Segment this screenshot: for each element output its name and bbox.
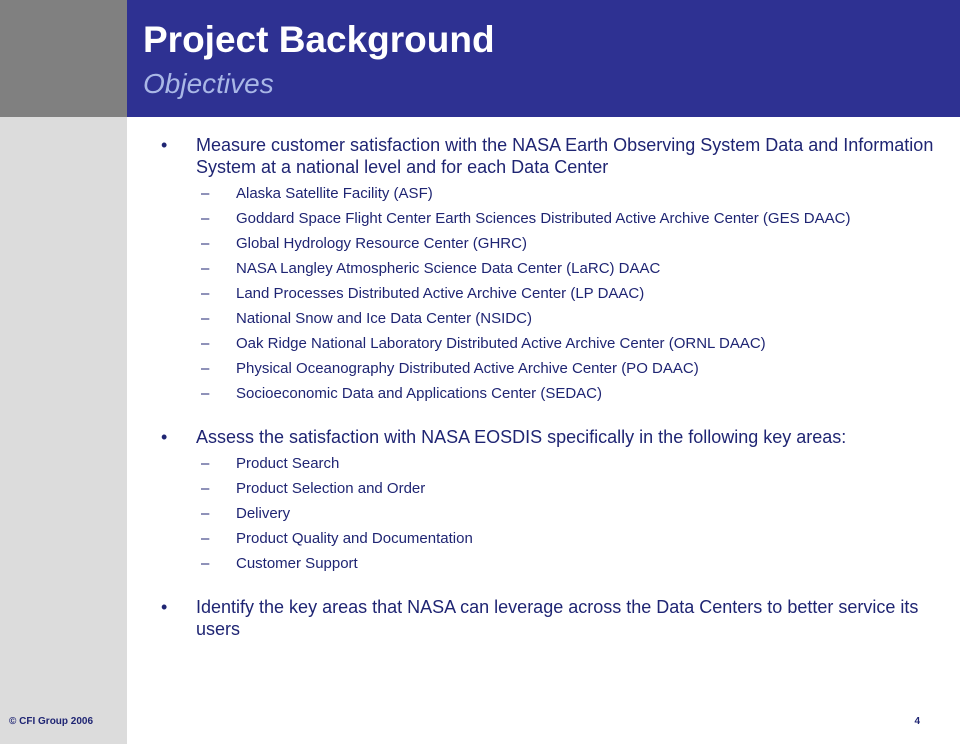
bullet-glyph: •	[161, 135, 168, 155]
sub-item-text: Product Selection and Order	[236, 480, 426, 497]
sub-item-text: NASA Langley Atmospheric Science Data Center (LaRC) DAAC	[236, 260, 661, 277]
dash-glyph: –	[201, 385, 210, 402]
slide-subtitle: Objectives	[143, 68, 274, 99]
bullet-item	[158, 596, 938, 640]
dash-glyph: –	[201, 505, 210, 522]
dash-glyph: –	[201, 185, 210, 202]
bullet-text: Assess the satisfaction with NASA EOSDIS specifically in the following key areas:	[196, 427, 847, 447]
dash-glyph: –	[201, 555, 210, 572]
dash-glyph: –	[201, 285, 210, 302]
sub-list	[158, 454, 938, 574]
bullet-glyph: •	[161, 427, 168, 447]
sub-item-text: Goddard Space Flight Center Earth Sciences Distributed Active Archive Center (GES DAAC)	[236, 210, 851, 227]
sub-item	[201, 529, 938, 549]
sub-item	[201, 384, 938, 404]
spacer	[158, 409, 938, 426]
sub-item-text: Global Hydrology Resource Center (GHRC)	[236, 235, 527, 252]
bullet-item	[158, 134, 938, 404]
sub-item	[201, 259, 938, 279]
sub-item	[201, 309, 938, 329]
corner-block	[0, 0, 127, 117]
dash-glyph: –	[201, 530, 210, 547]
sub-item	[201, 554, 938, 574]
sub-list	[158, 184, 938, 404]
bullet-text: Identify the key areas that NASA can leverage across the Data Centers to better service its users	[196, 597, 919, 639]
spacer	[158, 579, 938, 596]
dash-glyph: –	[201, 455, 210, 472]
bullet-text: Measure customer satisfaction with the NASA Earth Observing System Data and Information System at a national level and for each Data Center	[196, 135, 934, 177]
slide-title: Project Background	[143, 19, 495, 60]
sub-item	[201, 334, 938, 354]
dash-glyph: –	[201, 210, 210, 227]
sub-item-text: Land Processes Distributed Active Archive Center (LP DAAC)	[236, 285, 645, 302]
sub-item-text: Socioeconomic Data and Applications Center (SEDAC)	[236, 385, 603, 402]
dash-glyph: –	[201, 260, 210, 277]
sub-item	[201, 454, 938, 474]
slide-content	[158, 134, 938, 640]
sub-item	[201, 359, 938, 379]
sub-item-text: National Snow and Ice Data Center (NSIDC)	[236, 310, 532, 327]
dash-glyph: –	[201, 360, 210, 377]
dash-glyph: –	[201, 310, 210, 327]
bullet-glyph: •	[161, 597, 168, 617]
sub-item	[201, 209, 938, 229]
sub-item-text: Delivery	[236, 505, 291, 522]
sub-item-text: Alaska Satellite Facility (ASF)	[236, 185, 433, 202]
sub-item	[201, 284, 938, 304]
sub-item-text: Customer Support	[236, 555, 358, 572]
sub-item	[201, 504, 938, 524]
sub-item-text: Product Quality and Documentation	[236, 530, 473, 547]
page-number: 4	[914, 716, 920, 727]
sub-item-text: Oak Ridge National Laboratory Distributed Active Archive Center (ORNL DAAC)	[236, 335, 766, 352]
sub-item-text: Product Search	[236, 455, 340, 472]
left-sidebar-block	[0, 117, 127, 744]
sub-item	[201, 234, 938, 254]
footer-copyright: © CFI Group 2006	[9, 716, 94, 727]
dash-glyph: –	[201, 480, 210, 497]
sub-item	[201, 184, 938, 204]
sub-item-text: Physical Oceanography Distributed Active Archive Center (PO DAAC)	[236, 360, 699, 377]
bullet-item	[158, 426, 938, 574]
dash-glyph: –	[201, 335, 210, 352]
dash-glyph: –	[201, 235, 210, 252]
sub-item	[201, 479, 938, 499]
